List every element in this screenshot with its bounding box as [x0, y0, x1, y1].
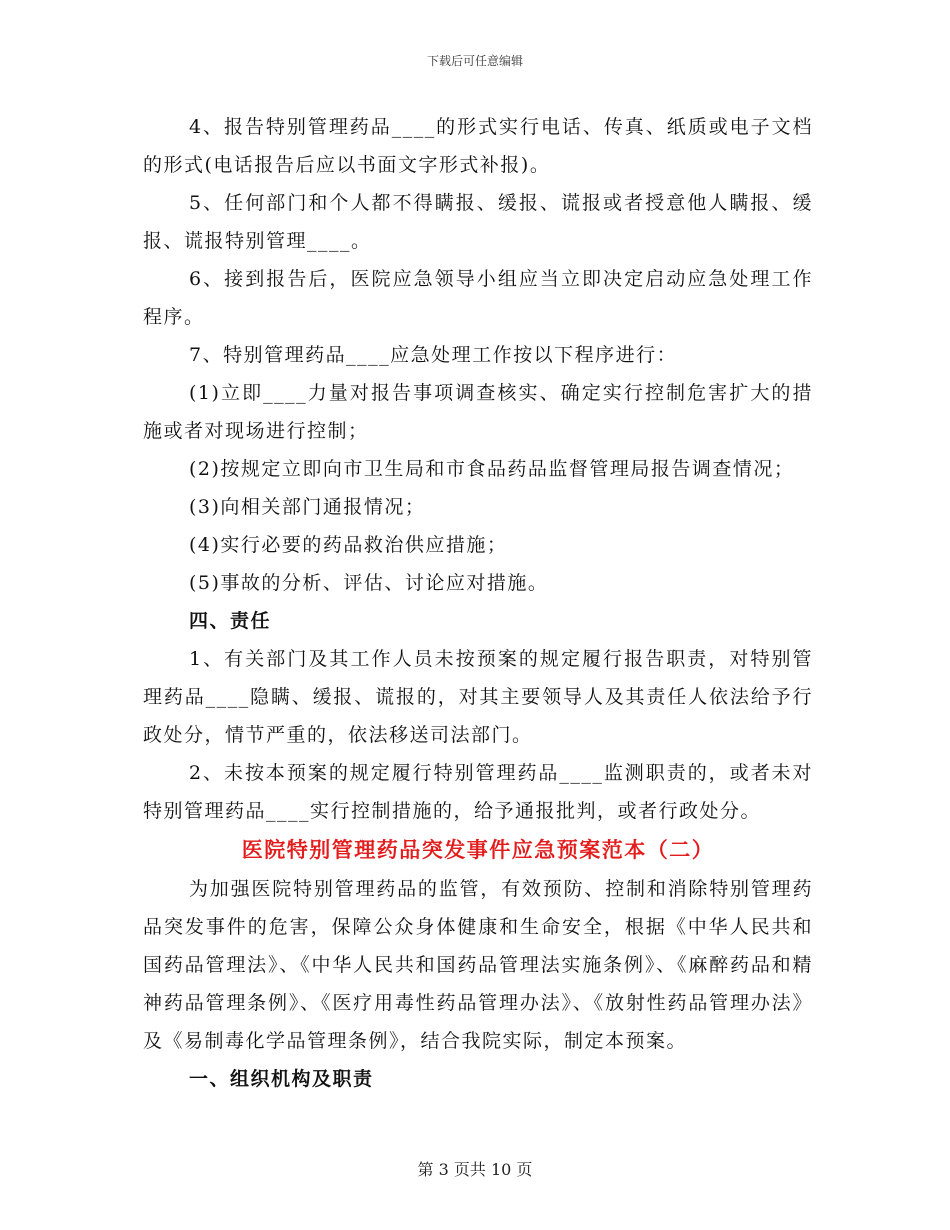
page-header: 下载后可任意编辑	[426, 54, 523, 68]
step-2: (2)按规定立即向市卫生局和市食品药品监督管理局报告调查情况；	[189, 458, 795, 480]
step-3: (3)向相关部门通报情况；	[189, 496, 426, 518]
responsibility-item-2: 2、未按本预案的规定履行特别管理药品____监测职责的，或者未对特别管理药品____实行控制措施的，给予通报批判，或者行政处分。	[143, 762, 813, 822]
step-1: (1)立即____力量对报告事项调查核实、确定实行控制危害扩大的措施或者对现场进行控制；	[143, 382, 813, 442]
paragraph-4: 4、报告特别管理药品____的形式实行电话、传真、纸质或电子文档的形式(电话报告后应以书面文字形式补报)。	[143, 116, 813, 176]
responsibility-item-1: 1、有关部门及其工作人员未按预案的规定履行报告职责，对特别管理药品____隐瞒、缓报、谎报的，对其主要领导人及其责任人依法给予行政处分，情节严重的，依法移送司法部门。	[143, 648, 813, 746]
intro-paragraph: 为加强医院特别管理药品的监管，有效预防、控制和消除特别管理药品突发事件的危害，保障公众身体健康和生命安全，根据《中华人民共和国药品管理法》、《中华人民共和国药品管理法实施条例》、《麻醉药品和精神药品管理条例》、《医疗用毒性药品管理办法》、《放射性药品管理办法》及《易制毒化学品管理条例》，结合我院实际，制定本预案。	[143, 878, 813, 1052]
document-title-2: 医院特别管理药品突发事件应急预案范本（二）	[241, 837, 715, 862]
document-body	[143, 108, 813, 1098]
step-4: (4)实行必要的药品救治供应措施；	[189, 534, 508, 556]
paragraph-7: 7、特别管理药品____应急处理工作按以下程序进行：	[189, 344, 678, 366]
step-5: (5)事故的分析、评估、讨论应对措施。	[189, 572, 549, 594]
paragraph-6: 6、接到报告后，医院应急领导小组应当立即决定启动应急处理工作程序。	[143, 268, 813, 328]
section-heading-responsibility: 四、责任	[189, 610, 272, 632]
page-footer: 第 3 页共 10 页	[417, 1160, 533, 1179]
paragraph-5: 5、任何部门和个人都不得瞒报、缓报、谎报或者授意他人瞒报、缓报、谎报特别管理____。	[143, 192, 813, 252]
section-heading-organization: 一、组织机构及职责	[189, 1068, 374, 1090]
